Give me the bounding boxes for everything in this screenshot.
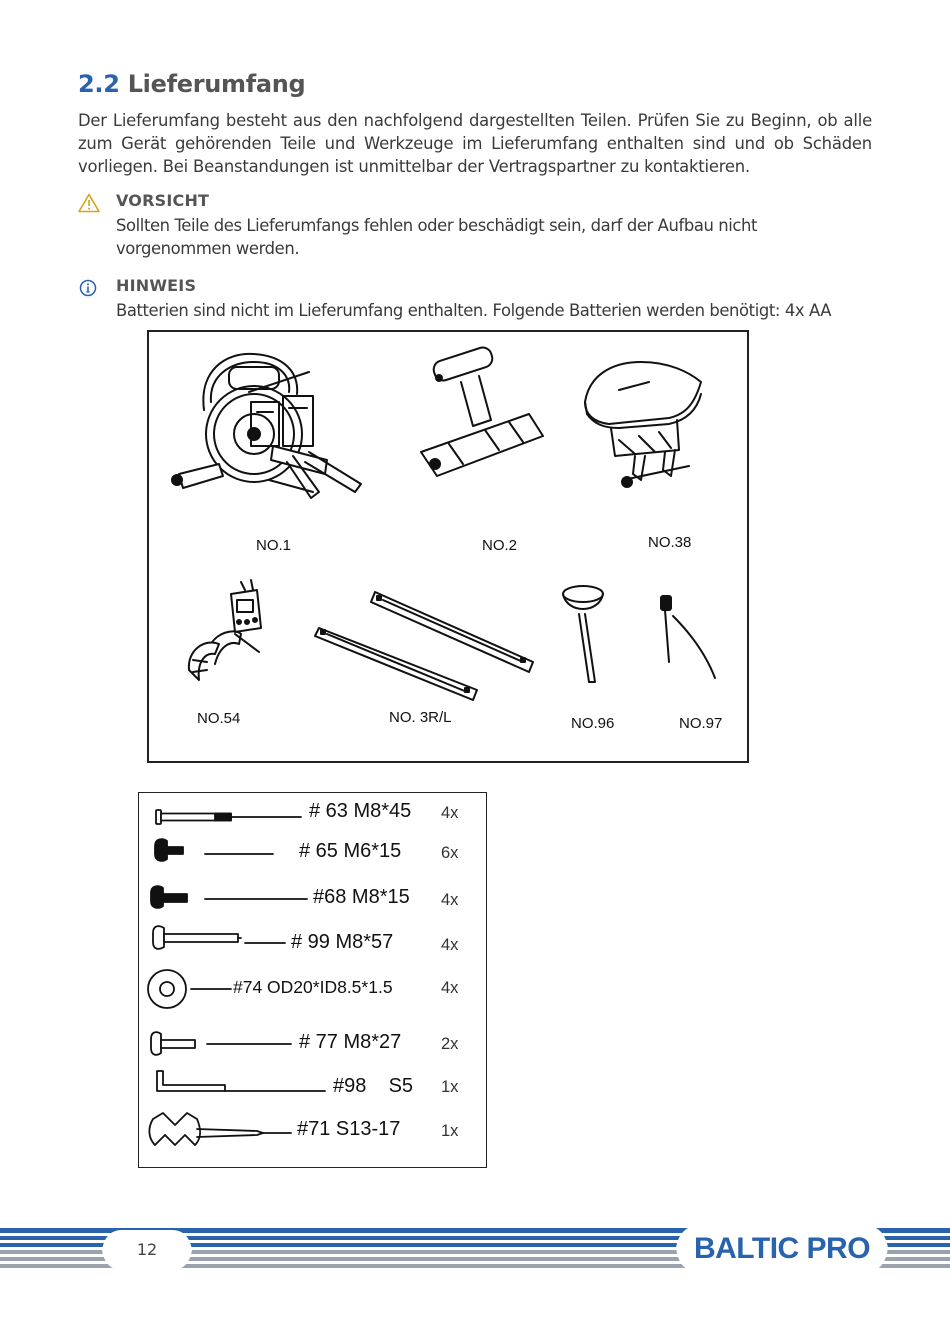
- screw-68-illustration: [151, 886, 307, 908]
- info-circle-icon: [78, 278, 100, 298]
- sensor-cable-illustration: [661, 596, 715, 678]
- hardware-list: [138, 792, 487, 1168]
- hardware-label-65: # 65 M6*15: [299, 840, 402, 862]
- hardware-qty-63: 4x: [441, 804, 459, 822]
- hardware-qty-65: 6x: [441, 844, 459, 862]
- part-label-no3rl: NO. 3R/L: [389, 709, 452, 726]
- hardware-label-98: #98 S5: [333, 1075, 414, 1097]
- section-number: 2.2: [78, 70, 120, 98]
- main-frame-illustration: [172, 354, 361, 498]
- brand-logo: BALTIC PRO: [693, 1232, 871, 1265]
- washer-74-illustration: [148, 970, 231, 1008]
- hardware-qty-74: 4x: [441, 979, 459, 997]
- part-label-no97: NO.97: [679, 715, 723, 732]
- hardware-qty-99: 4x: [441, 936, 459, 954]
- hardware-qty-77: 2x: [441, 1035, 459, 1053]
- hardware-qty-68: 4x: [441, 891, 459, 909]
- rail-illustration: [315, 592, 533, 700]
- hardware-label-99: # 99 M8*57: [291, 931, 394, 953]
- bolt-99-illustration: [153, 926, 285, 949]
- parts-overview: [147, 330, 749, 763]
- part-label-no1: NO.1: [256, 537, 292, 554]
- section-title: Lieferumfang: [127, 70, 306, 98]
- section-heading: [78, 70, 305, 98]
- hardware-label-77: # 77 M8*27: [299, 1031, 402, 1053]
- part-label-no96: NO.96: [571, 715, 615, 732]
- hardware-label-71: #71 S13-17: [297, 1118, 401, 1140]
- knob-illustration: [563, 586, 603, 682]
- bolt-77-illustration: [151, 1032, 291, 1055]
- caution-title: VORSICHT: [116, 191, 210, 210]
- hardware-qty-71: 1x: [441, 1122, 459, 1140]
- page-number: 12: [136, 1240, 158, 1259]
- spanner-71-illustration: [149, 1113, 291, 1145]
- intro-paragraph: Der Lieferumfang besteht aus den nachfolgend dargestellten Teilen. Prüfen Sie zu Beginn, ob alle zum Gerät gehörenden Teile und Werkzeuge im Lieferumfang enthalten sind und ob Schäden vorliegen. Bei Beanstandungen ist unmittelbar der Vertragspartner zu kontaktieren.: [78, 111, 872, 176]
- allen-key-98-illustration: [157, 1071, 325, 1091]
- hardware-qty-98: 1x: [441, 1078, 459, 1096]
- console-illustration: [189, 580, 261, 680]
- part-label-no38: NO.38: [648, 534, 692, 551]
- screw-65-illustration: [155, 839, 273, 861]
- seat-post-illustration: [421, 345, 543, 476]
- caution-text: Sollten Teile des Lieferumfangs fehlen oder beschädigt sein, darf der Aufbau nicht vorgenommen werden.: [116, 216, 758, 258]
- hardware-label-74: #74 OD20*ID8.5*1.5: [233, 977, 393, 997]
- bolt-63-illustration: [156, 810, 301, 824]
- part-label-no54: NO.54: [197, 710, 241, 727]
- warning-triangle-icon: [78, 193, 100, 213]
- hardware-label-68: #68 M8*15: [313, 886, 410, 908]
- note-text: Batterien sind nicht im Lieferumfang enthalten. Folgende Batterien werden benötigt: 4x AA: [116, 301, 832, 320]
- seat-illustration: [585, 362, 701, 487]
- hardware-label-63: # 63 M8*45: [309, 800, 412, 822]
- note-title: HINWEIS: [116, 276, 197, 295]
- part-label-no2: NO.2: [482, 537, 518, 554]
